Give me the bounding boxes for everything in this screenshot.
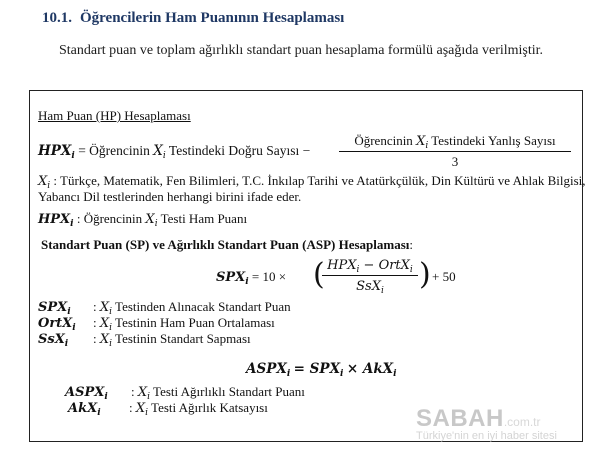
ssx-definition: SsX$_i$ : $X_i$ Testinin Standart Sapması	[38, 331, 251, 349]
fraction-bar	[339, 151, 571, 152]
sp-fraction-denominator: SsX$_i$	[356, 279, 384, 296]
sp-fraction	[322, 257, 418, 294]
right-paren: )	[419, 257, 431, 292]
fraction-bar	[322, 275, 418, 276]
watermark-domain: .com.tr	[503, 415, 541, 429]
hpx-definition: $HPX_i$ : Öğrencinin $X_i$ Testi Ham Puanı	[38, 211, 248, 229]
formula-box: Ham Puan (HP) Hesaplaması $HPX_i$ = Öğrencinin $X_i$ Testindeki Doğru Sayısı − Öğrencinin $X_i$ Testindeki Yanlış Sayısı 3 $X_i$ : Türkçe, Matematik, Fen Bilimleri, T.C. İnkılap Tarihi ve Atatürkçülük, Din Kültürü ve Ahlak Bilgisi, Yabancı Dil testlerinden herhangi birini ifade eder. $HPX_i$ : Öğrencinin $X_i$ Testi Ham Puanı Standart Puan (SP) ve Ağırlıklı Standart Puan (ASP) Hesaplaması: $SPX_i = 10$ × ( $HPX_i$ − OrtX$_i$ SsX$_i$ ) + 50 $SPX_i$ : $X_i$ Testinden Alınacak Standart Puan OrtX$_i$ : $X_i$ Testinin Ham Puan Ortalaması SsX$_i$ : $X_i$ Testinin Standart Sapması $ASPX_i = SPX_i \times AkX_i$ $ASPX_i$ : $X_i$ Testi Ağırlıklı Standart Puanı AkX$_i$ : $X_i$ Testi Ağırlık Katsayısı	[29, 90, 583, 442]
xi-description-line2: Yabancı Dil testlerinden herhangi birini ifade eder.	[38, 189, 302, 204]
watermark-brand: SABAH	[416, 405, 504, 432]
asp-formula: $ASPX_i = SPX_i \times AkX_i$	[246, 361, 397, 379]
akx-definition: AkX$_i$ : $X_i$ Testi Ağırlık Katsayısı	[68, 400, 268, 418]
hp-fraction-numerator: Öğrencinin $X_i$ Testindeki Yanlış Sayısı	[354, 133, 556, 151]
section-number: 10.1.	[42, 10, 72, 26]
section-title: Öğrencilerin Ham Puanının Hesaplaması	[80, 10, 345, 26]
hp-fraction-denominator: 3	[451, 154, 459, 169]
ortx-definition: OrtX$_i$ : $X_i$ Testinin Ham Puan Ortalaması	[38, 315, 275, 333]
hp-fraction	[339, 133, 571, 170]
watermark-logo	[416, 405, 557, 442]
intro-paragraph: Standart puan ve toplam ağırlıklı standart puan hesaplama formülü aşağıda verilmiştir.	[59, 43, 544, 58]
spx-definition: $SPX_i$ : $X_i$ Testinden Alınacak Standart Puan	[38, 299, 291, 317]
watermark-tagline: Türkiye'nin en iyi haber sitesi	[416, 430, 557, 442]
sp-section-title: Standart Puan (SP) ve Ağırlıklı Standart Puan (ASP) Hesaplaması:	[41, 237, 413, 252]
sp-fraction-numerator: $HPX_i$ − OrtX$_i$	[327, 258, 413, 275]
hp-formula: $HPX_i$ = Öğrencinin $X_i$ Testindeki Doğru Sayısı −	[38, 143, 311, 161]
xi-description: $X_i$ : Türkçe, Matematik, Fen Bilimleri, T.C. İnkılap Tarihi ve Atatürkçülük, Din Kültürü ve Ahlak Bilgisi,	[38, 173, 586, 191]
hp-section-title: Ham Puan (HP) Hesaplaması	[38, 108, 191, 123]
left-paren: (	[313, 257, 325, 292]
aspx-definition: $ASPX_i$ : $X_i$ Testi Ağırlıklı Standart Puanı	[65, 384, 305, 402]
section-heading	[42, 10, 344, 27]
